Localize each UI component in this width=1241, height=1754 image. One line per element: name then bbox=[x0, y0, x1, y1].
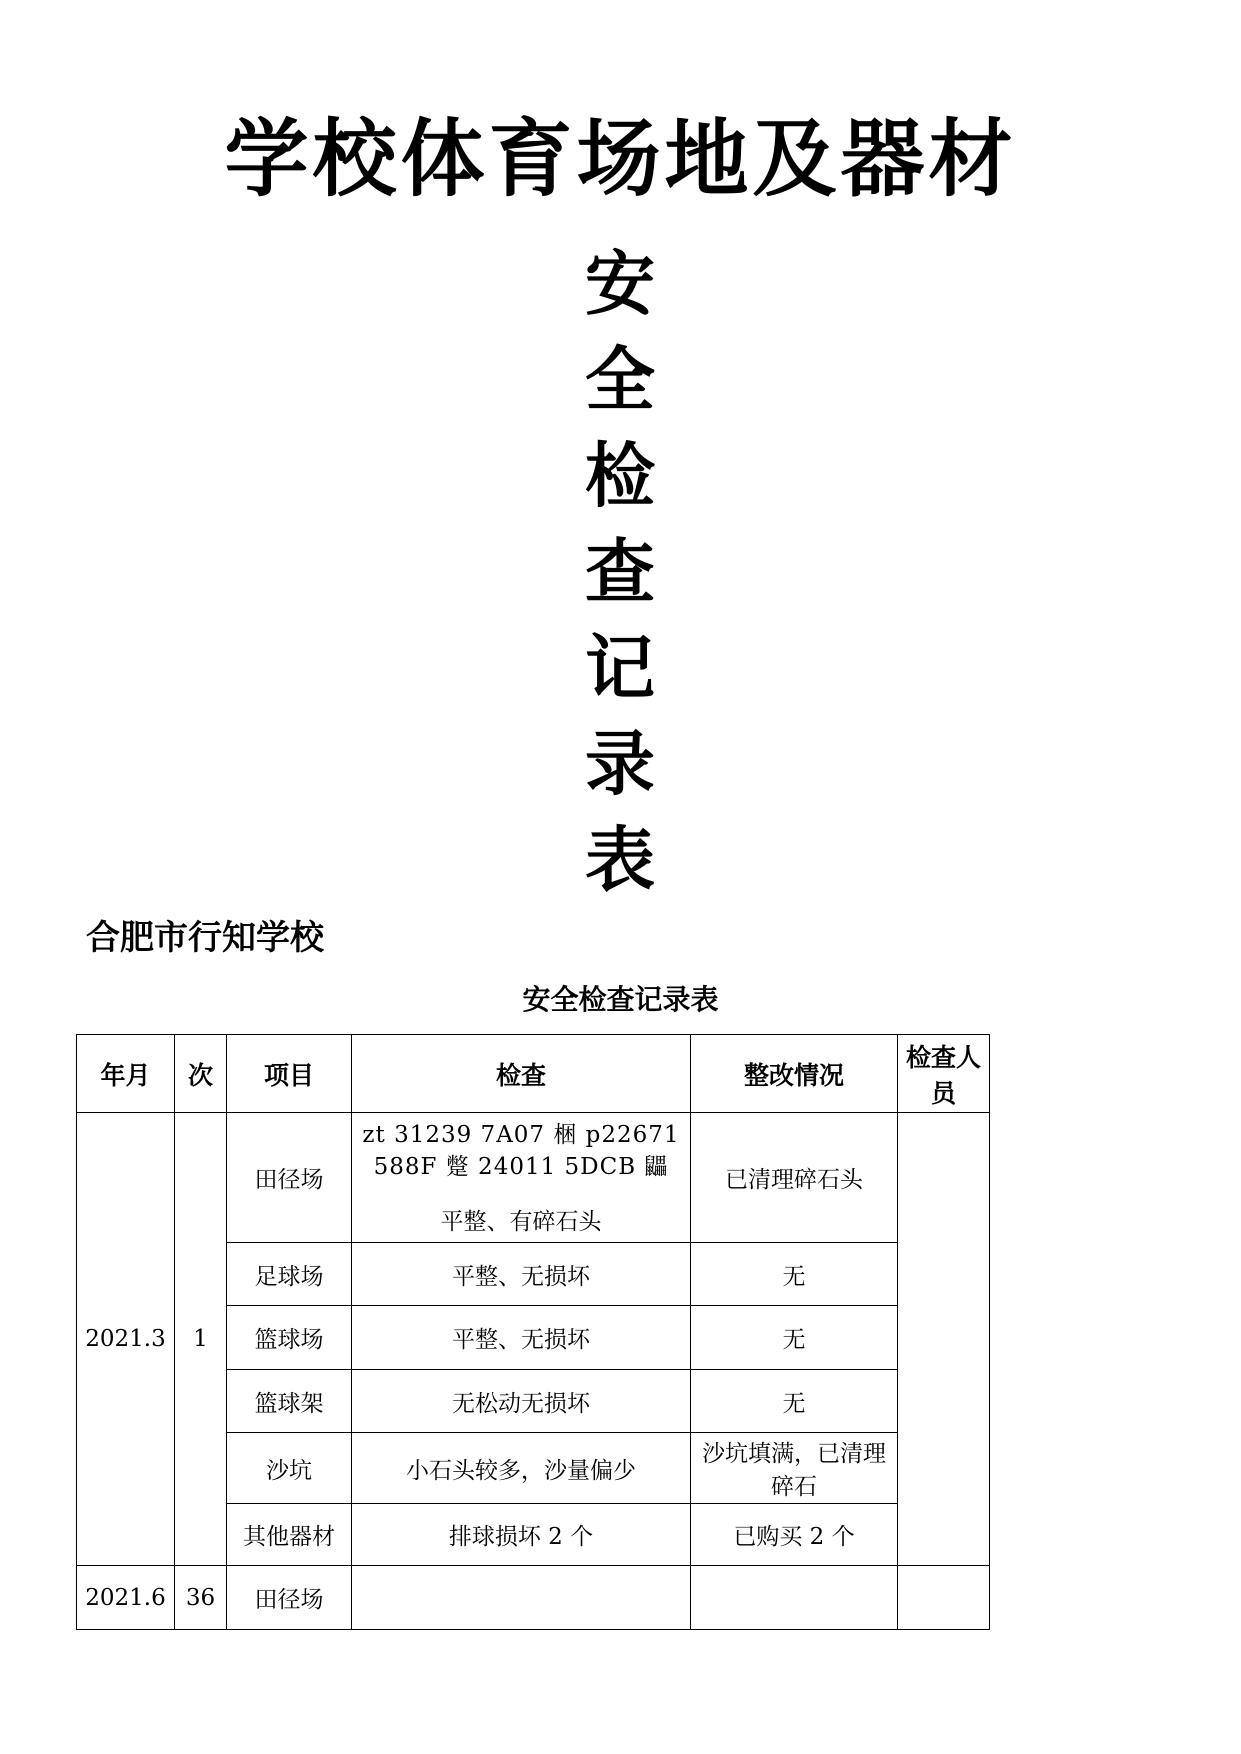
header-item: 项目 bbox=[227, 1035, 352, 1113]
garbled-text-line: zt 31239 7A07 梱 p22671 bbox=[362, 1122, 680, 1148]
cell-check: 排球损坏 2 个 bbox=[352, 1504, 691, 1566]
cell-item: 足球场 bbox=[227, 1243, 352, 1306]
document-title: 学校体育场地及器材 bbox=[224, 110, 1017, 208]
header-row bbox=[77, 1035, 990, 1113]
garbled-text-line: 588F 蹩 24011 5DCB 鼺 bbox=[373, 1154, 669, 1180]
table-row bbox=[77, 1113, 990, 1243]
cell-inspector bbox=[898, 1113, 990, 1566]
subtitle-char: 安 bbox=[585, 243, 655, 325]
inspection-table bbox=[76, 1034, 990, 1630]
cell-check bbox=[352, 1113, 691, 1243]
cell-inspector bbox=[898, 1566, 990, 1630]
cell-item: 篮球场 bbox=[227, 1306, 352, 1370]
header-month: 年月 bbox=[77, 1035, 175, 1113]
cell-times: 1 bbox=[175, 1113, 227, 1566]
header-fix: 整改情况 bbox=[691, 1035, 898, 1113]
cell-fix: 无 bbox=[691, 1306, 898, 1370]
header-times: 次 bbox=[175, 1035, 227, 1113]
check-text: 平整、有碎石头 bbox=[440, 1209, 602, 1235]
cell-item: 篮球架 bbox=[227, 1370, 352, 1433]
cell-check bbox=[352, 1566, 691, 1630]
cell-item: 其他器材 bbox=[227, 1504, 352, 1566]
cell-check: 平整、无损坏 bbox=[352, 1243, 691, 1306]
subtitle-char: 表 bbox=[585, 819, 655, 901]
cell-fix: 已购买 2 个 bbox=[691, 1504, 898, 1566]
subtitle-char: 查 bbox=[585, 531, 655, 613]
header-inspector: 检查人员 bbox=[898, 1035, 990, 1113]
subtitle-char: 录 bbox=[585, 723, 655, 805]
cell-fix: 沙坑填满，已清理碎石 bbox=[691, 1433, 898, 1504]
cell-check: 无松动无损坏 bbox=[352, 1370, 691, 1433]
school-name: 合肥市行知学校 bbox=[86, 918, 324, 958]
cell-fix bbox=[691, 1566, 898, 1630]
vertical-subtitle bbox=[570, 236, 670, 908]
table-title: 安全检查记录表 bbox=[522, 983, 719, 1016]
cell-times: 36 bbox=[175, 1566, 227, 1630]
cell-fix: 无 bbox=[691, 1243, 898, 1306]
cell-month: 2021.6 bbox=[77, 1566, 175, 1630]
cell-fix: 无 bbox=[691, 1370, 898, 1433]
cell-check: 平整、无损坏 bbox=[352, 1306, 691, 1370]
cell-item: 沙坑 bbox=[227, 1433, 352, 1504]
cell-check: 小石头较多，沙量偏少 bbox=[352, 1433, 691, 1504]
cell-item: 田径场 bbox=[227, 1566, 352, 1630]
subtitle-char: 全 bbox=[585, 339, 655, 421]
cell-item: 田径场 bbox=[227, 1113, 352, 1243]
header-check: 检查 bbox=[352, 1035, 691, 1113]
cell-fix: 已清理碎石头 bbox=[691, 1113, 898, 1243]
cell-month: 2021.3 bbox=[77, 1113, 175, 1566]
subtitle-char: 记 bbox=[585, 627, 655, 709]
subtitle-char: 检 bbox=[585, 435, 655, 517]
table-row bbox=[77, 1566, 990, 1630]
